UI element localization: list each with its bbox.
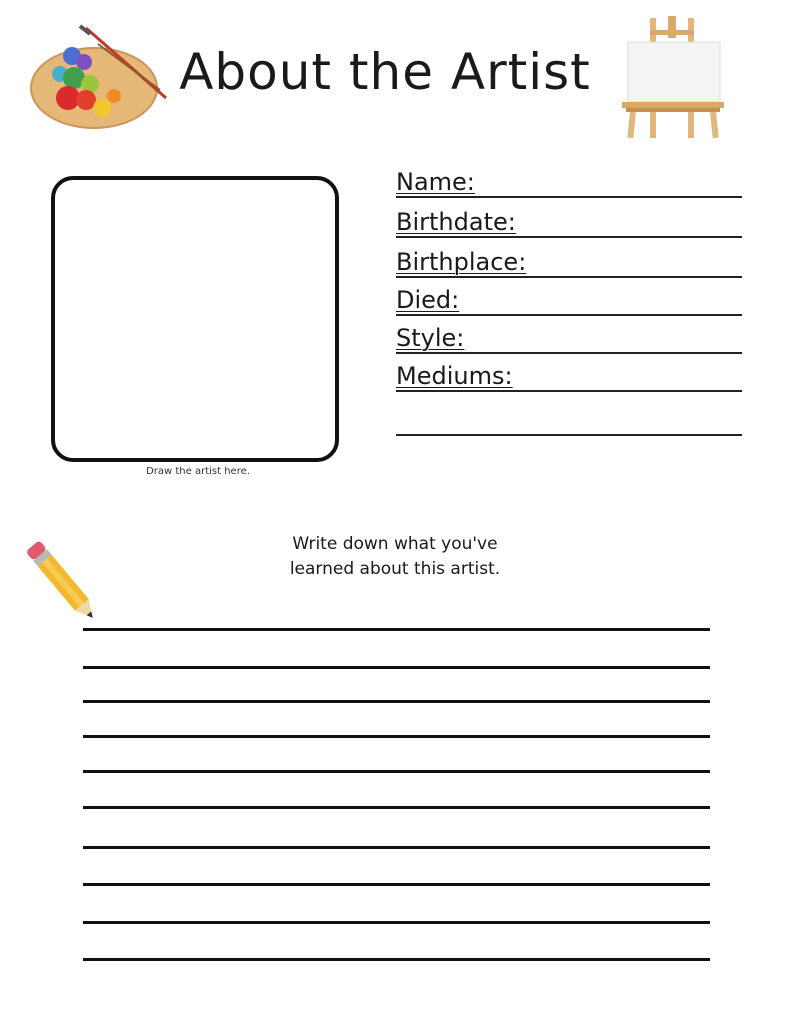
style-label: Style:	[396, 324, 465, 352]
extra-field[interactable]	[396, 402, 742, 436]
died-label: Died:	[396, 286, 460, 314]
writing-line[interactable]	[83, 846, 710, 849]
name-field[interactable]	[396, 164, 742, 198]
writing-line[interactable]	[83, 735, 710, 738]
notes-prompt	[250, 532, 540, 582]
birthdate-label: Birthdate:	[396, 208, 516, 236]
portrait-drawing-box[interactable]	[51, 176, 339, 462]
writing-line[interactable]	[83, 883, 710, 886]
writing-line[interactable]	[83, 806, 710, 809]
birthdate-field[interactable]	[396, 204, 742, 238]
name-label: Name:	[396, 168, 475, 196]
page-title: About the Artist	[179, 43, 591, 101]
birthplace-label: Birthplace:	[396, 248, 527, 276]
notes-prompt-line1: Write down what you've	[292, 534, 498, 554]
writing-line[interactable]	[83, 700, 710, 703]
easel-icon	[620, 16, 728, 140]
writing-line[interactable]	[83, 958, 710, 961]
died-field[interactable]	[396, 282, 742, 316]
style-field[interactable]	[396, 320, 742, 354]
mediums-label: Mediums:	[396, 362, 513, 390]
mediums-field[interactable]	[396, 358, 742, 392]
notes-prompt-line2: learned about this artist.	[289, 559, 501, 579]
portrait-caption: Draw the artist here.	[146, 466, 250, 477]
paint-palette-icon	[28, 22, 170, 134]
writing-line[interactable]	[83, 628, 710, 631]
writing-line[interactable]	[83, 666, 710, 669]
birthplace-field[interactable]	[396, 244, 742, 278]
writing-line[interactable]	[83, 921, 710, 924]
writing-line[interactable]	[83, 770, 710, 773]
pencil-icon	[24, 536, 104, 628]
